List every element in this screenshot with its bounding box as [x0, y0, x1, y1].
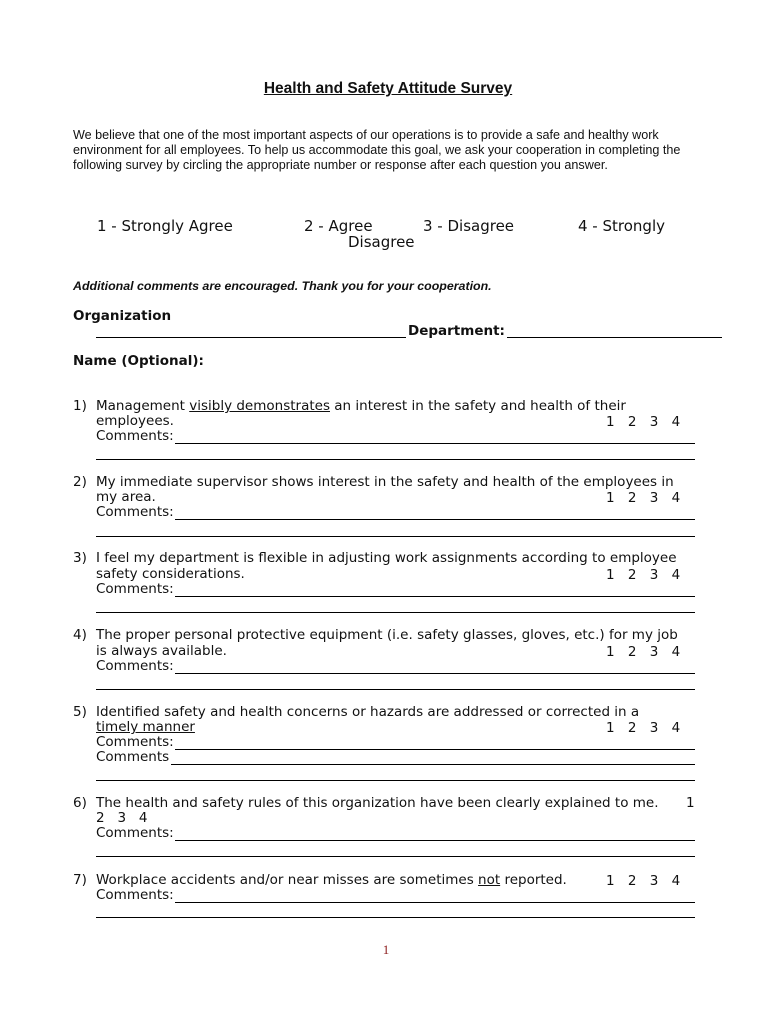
rating-scale-q7[interactable]: 1 2 3 4	[606, 873, 681, 889]
question-7-number: 7)	[73, 872, 87, 888]
comments-field-q3[interactable]	[175, 596, 695, 597]
page-number: 1	[382, 942, 390, 957]
comments-label: Comments:	[96, 825, 174, 841]
department-field[interactable]	[507, 337, 722, 338]
comments-label-alt: Comments	[96, 749, 170, 765]
rating-scale-q3[interactable]: 1 2 3 4	[606, 567, 681, 583]
comments-label: Comments:	[96, 658, 174, 674]
rating-scale-q6-rest[interactable]: 2 3 4	[96, 810, 148, 826]
question-2-text: My immediate supervisor shows interest in the safety and health of the employees in	[96, 474, 674, 490]
comments-label: Comments:	[96, 504, 174, 520]
comments-field-q2-extra[interactable]	[96, 536, 695, 537]
scale-strongly-disagree: 4 - Strongly	[578, 217, 665, 235]
question-4-number: 4)	[73, 627, 87, 643]
rating-scale-q1[interactable]: 1 2 3 4	[606, 414, 681, 430]
comments-field-q7-extra[interactable]	[96, 917, 695, 918]
comments-field-q1[interactable]	[175, 443, 695, 444]
comments-field-q4-extra[interactable]	[96, 689, 695, 690]
question-2-text-cont: my area.	[96, 489, 156, 505]
question-4-text-cont: is always available.	[96, 643, 227, 659]
name-label: Name (Optional):	[73, 353, 204, 369]
question-7-text: Workplace accidents and/or near misses are sometimes not reported.	[96, 872, 567, 888]
comments-field-q1-extra[interactable]	[96, 459, 695, 460]
question-3-number: 3)	[73, 550, 87, 566]
rating-scale-q5[interactable]: 1 2 3 4	[606, 720, 681, 736]
comments-label: Comments:	[96, 734, 174, 750]
question-text-cont: employees.	[96, 413, 174, 429]
question-5-text: Identified safety and health concerns or hazards are addressed or corrected in a	[96, 704, 640, 720]
question-number: 1)	[73, 398, 87, 414]
question-1	[73, 398, 626, 415]
comments-label: Comments:	[96, 428, 174, 444]
organization-label: Organization	[73, 308, 172, 324]
comments-field-q5-second[interactable]	[171, 764, 695, 765]
comments-field-q3-extra[interactable]	[96, 612, 695, 613]
question-6-number: 6)	[73, 795, 87, 811]
question-3-text-cont: safety considerations.	[96, 566, 245, 582]
question-4-text: The proper personal protective equipment (i.e. safety glasses, gloves, etc.) for my job	[96, 627, 678, 643]
intro-paragraph: We believe that one of the most important aspects of our operations is to provide a safe and healthy work environment for all employees. To help us accommodate this goal, we ask your cooperation in completing the following survey by circling the appropriate number or response after each question you answer.	[73, 128, 681, 172]
comments-field-q6[interactable]	[175, 840, 695, 841]
comments-field-q7[interactable]	[175, 902, 695, 903]
rating-scale-q4[interactable]: 1 2 3 4	[606, 644, 681, 660]
comments-field-q2[interactable]	[175, 519, 695, 520]
comments-label: Comments:	[96, 581, 174, 597]
comments-field-q6-extra[interactable]	[96, 856, 695, 857]
page-title: Health and Safety Attitude Survey	[263, 80, 513, 97]
comments-note: Additional comments are encouraged. Thank you for your cooperation.	[73, 279, 492, 293]
rating-scale-q6-start[interactable]: 1	[686, 795, 695, 811]
question-6-text: The health and safety rules of this organization have been clearly explained to me.	[96, 795, 659, 811]
organization-field[interactable]	[96, 337, 406, 338]
comments-field-q5-extra[interactable]	[96, 780, 695, 781]
question-text: Management visibly demonstrates an interest in the safety and health of their	[96, 398, 626, 414]
scale-strongly-disagree-cont: Disagree	[348, 233, 415, 251]
comments-label: Comments:	[96, 887, 174, 903]
question-5-number: 5)	[73, 704, 87, 720]
question-2-number: 2)	[73, 474, 87, 490]
question-5-text-cont: timely manner	[96, 719, 195, 735]
scale-strongly-agree: 1 - Strongly Agree	[97, 217, 233, 235]
scale-disagree: 3 - Disagree	[423, 217, 515, 235]
department-label: Department:	[408, 323, 505, 339]
scale-agree: 2 - Agree	[304, 217, 373, 235]
question-3-text: I feel my department is flexible in adjusting work assignments according to employee	[96, 550, 677, 566]
rating-scale-q2[interactable]: 1 2 3 4	[606, 490, 681, 506]
comments-field-q4[interactable]	[175, 673, 695, 674]
comments-field-q5[interactable]	[175, 749, 695, 750]
